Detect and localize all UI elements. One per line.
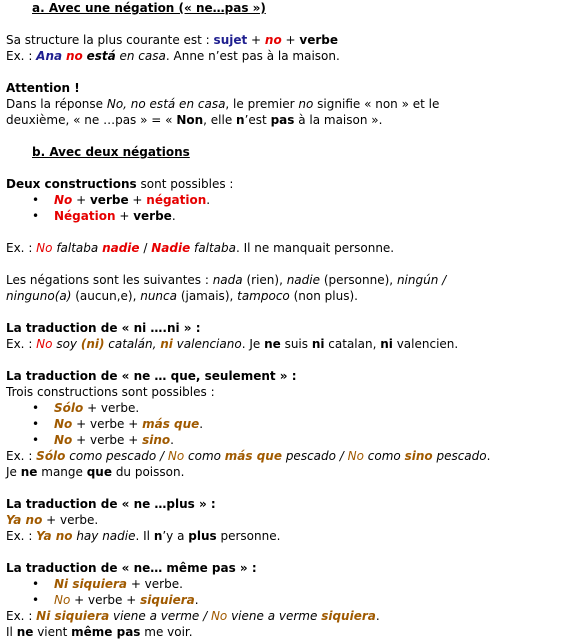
list-item: • Négation + verbe. [32, 209, 176, 223]
list-item: • No + verbe + sino. [32, 433, 174, 447]
list-item: • Sólo + verbe. [32, 401, 140, 415]
list-item: • No + verbe + siquiera. [32, 593, 199, 607]
b-intro: Deux constructions sont possibles : [6, 177, 234, 191]
attention-title: Attention ! [6, 81, 80, 95]
meme-title: La traduction de « ne… même pas » : [6, 561, 257, 575]
plus-example: Ex. : Ya no hay nadie. Il n’y a plus personne. [6, 529, 281, 543]
plus-title: La traduction de « ne …plus » : [6, 497, 216, 511]
structure-line: Sa structure la plus courante est : sujet + no + verbe [6, 33, 339, 47]
plus-construction: Ya no + verbe. [6, 513, 99, 527]
example-b: Ex. : No faltaba nadie / Nadie faltaba. Il ne manquait personne. [6, 241, 395, 255]
que-intro: Trois constructions sont possibles : [6, 385, 215, 399]
b-construction-list [6, 192, 557, 224]
nini-example: Ex. : No soy (ni) catalán, ni valenciano. Je ne suis ni catalan, ni valencien. [6, 337, 459, 351]
list-item: • Ni siquiera + verbe. [32, 577, 183, 591]
list-item: • No + verbe + négation. [32, 193, 211, 207]
que-example: Ex. : Sólo como pescado / No como más que pescado / No como sino pescado. [6, 449, 491, 463]
negations-line-1: Les négations sont les suivantes : nada (rien), nadie (personne), ningún / [6, 273, 447, 287]
heading-b: b. Avec deux négations [32, 145, 190, 159]
bullet-icon: • [32, 209, 40, 223]
bullet-icon: • [32, 577, 40, 591]
meme-construction-list [6, 576, 557, 608]
example-a: Ex. : Ana no está en casa. Anne n’est pas à la maison. [6, 49, 340, 63]
negations-line-2: ninguno(a) (aucun,e), nunca (jamais), tampoco (non plus). [6, 289, 358, 303]
bullet-icon: • [32, 433, 40, 447]
attention-line-1: Dans la réponse No, no está en casa, le premier no signifie « non » et le [6, 97, 440, 111]
bullet-icon: • [32, 417, 40, 431]
que-construction-list [6, 400, 557, 448]
que-translation: Je ne mange que du poisson. [6, 465, 185, 479]
que-title: La traduction de « ne … que, seulement » : [6, 369, 297, 383]
nini-title: La traduction de « ni ….ni » : [6, 321, 201, 335]
bullet-icon: • [32, 401, 40, 415]
attention-line-2: deuxième, « ne …pas » = « Non, elle n’est pas à la maison ». [6, 113, 383, 127]
bullet-icon: • [32, 193, 40, 207]
meme-translation: Il ne vient même pas me voir. [6, 625, 193, 639]
list-item: • No + verbe + más que. [32, 417, 204, 431]
meme-example: Ex. : Ni siquiera viene a verme / No viene a verme siquiera. [6, 609, 380, 623]
heading-a: a. Avec une négation (« ne…pas ») [32, 1, 266, 15]
bullet-icon: • [32, 593, 40, 607]
